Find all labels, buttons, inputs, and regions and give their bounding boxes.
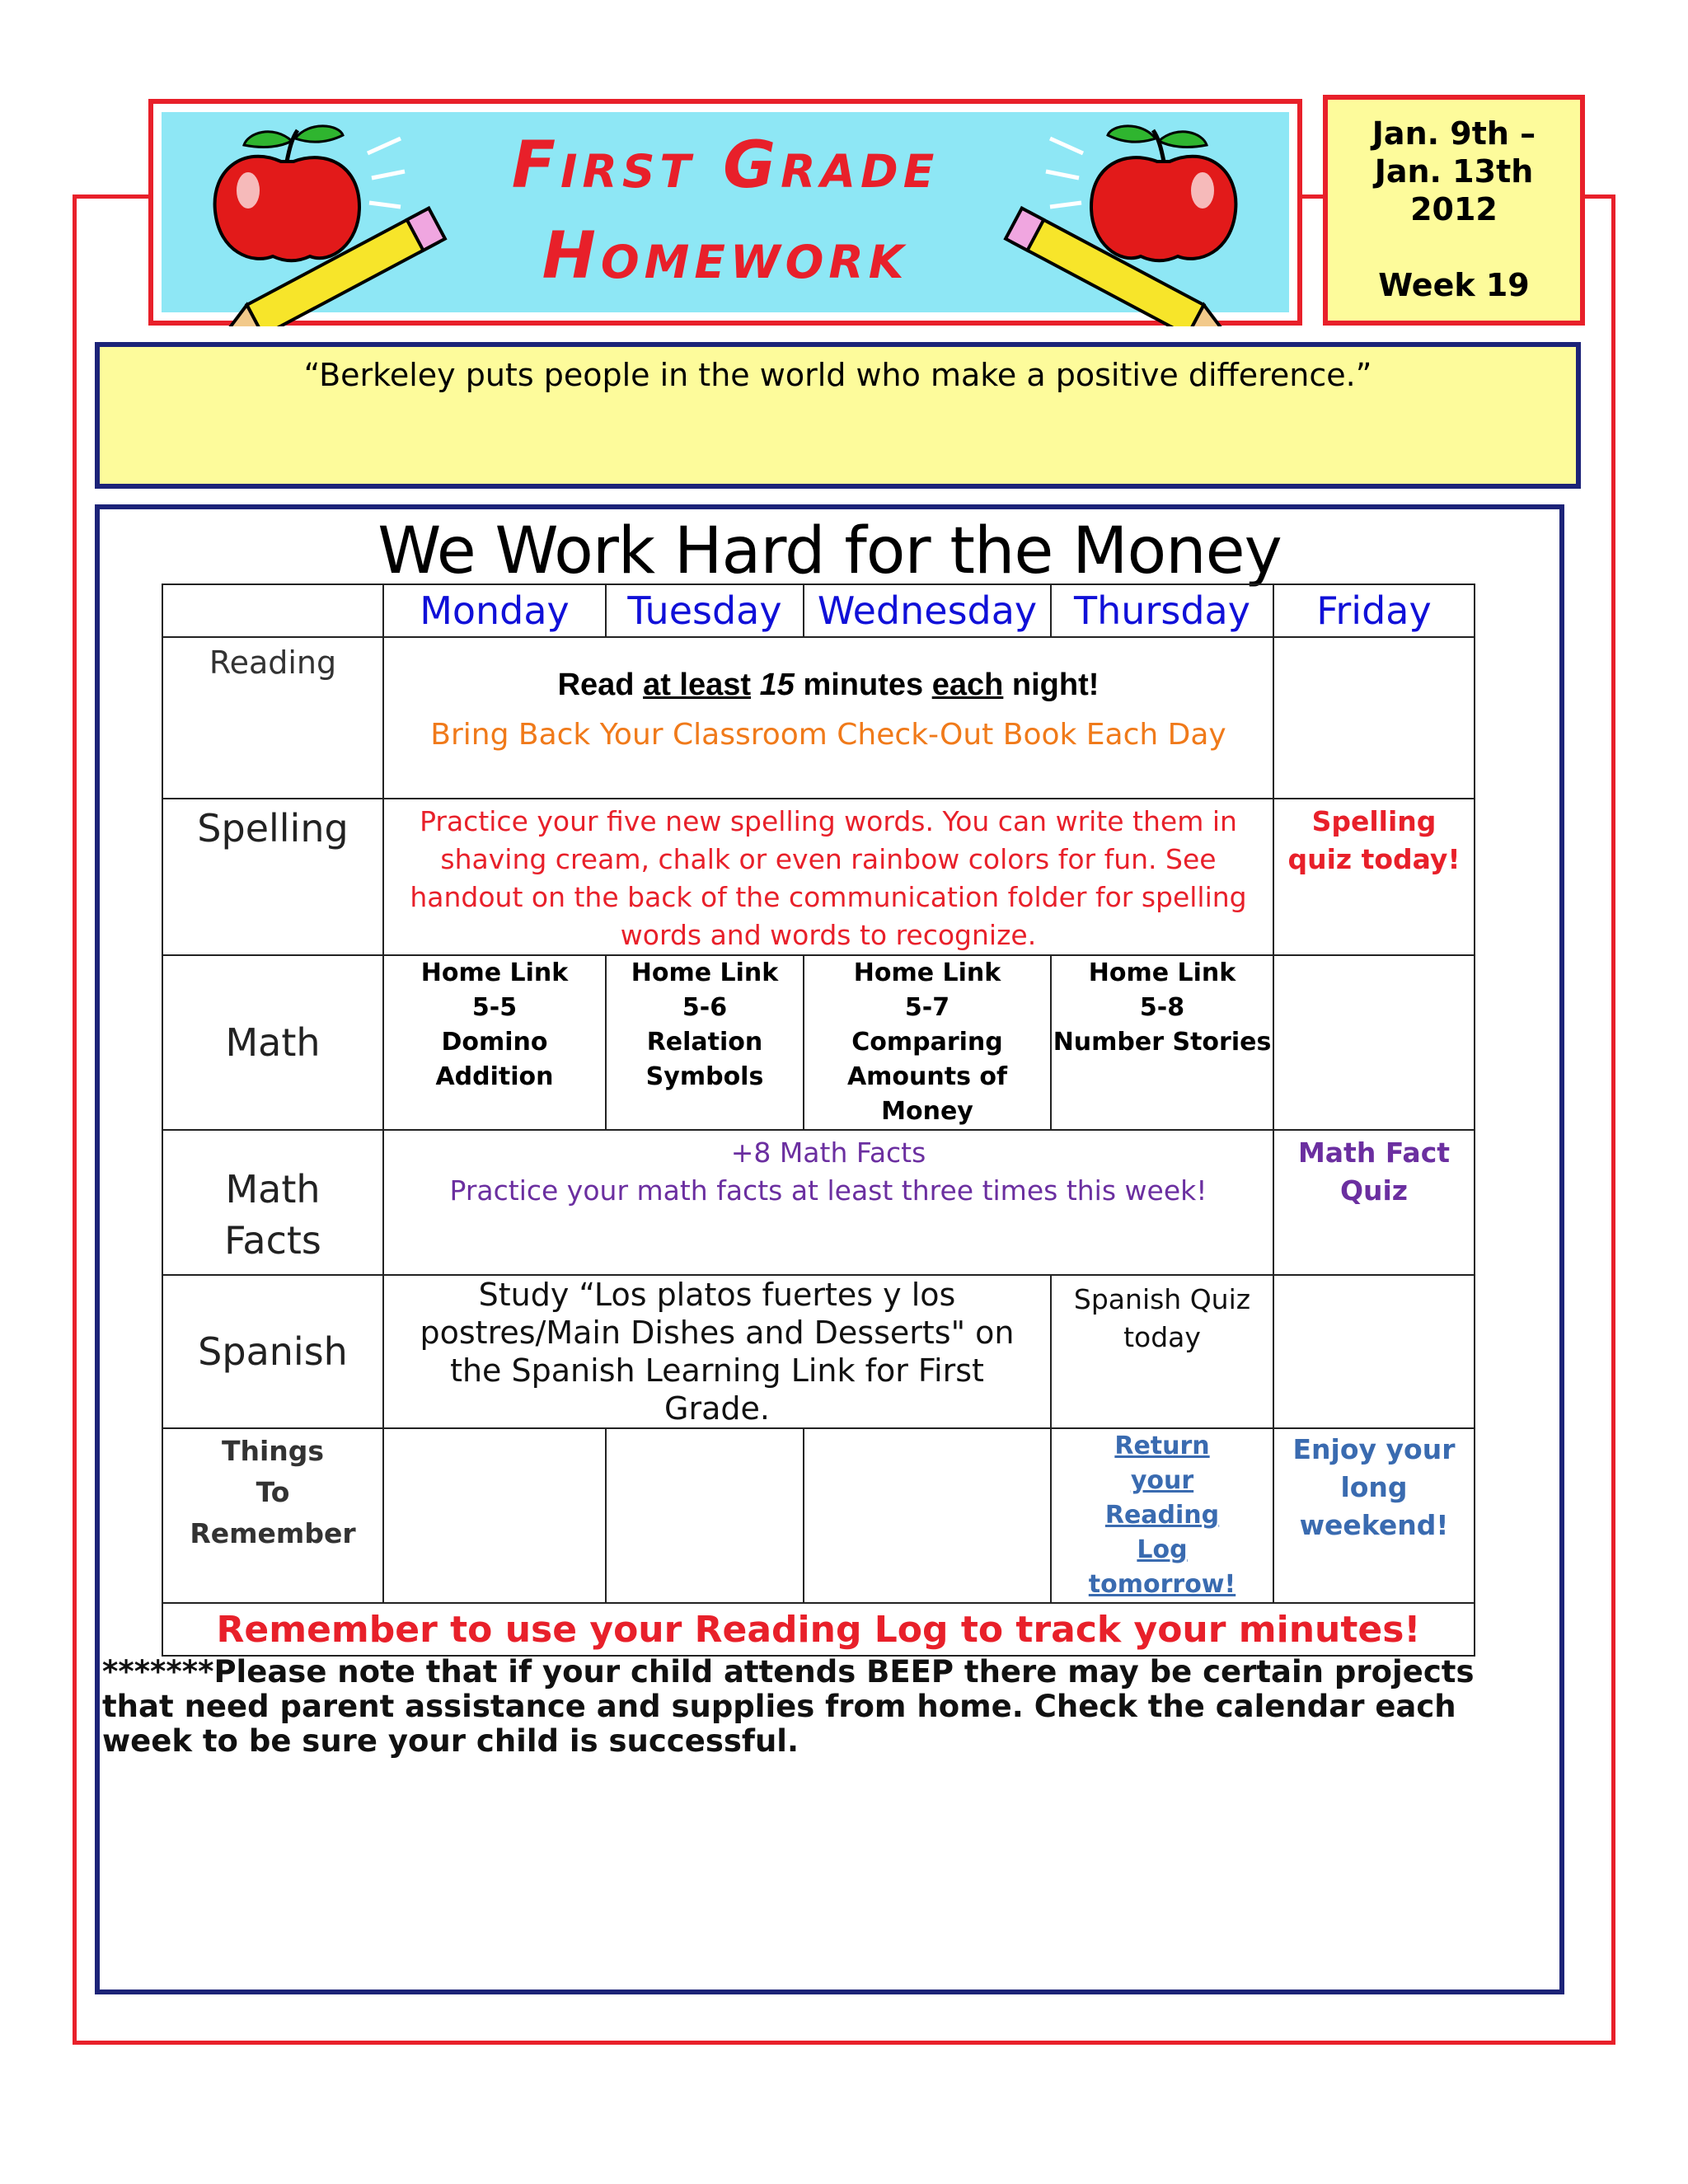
reading-text — [751, 668, 760, 702]
table-row — [162, 1275, 1475, 1428]
math-text: Comparing — [851, 1028, 1003, 1057]
row-label-text: Facts — [224, 1218, 321, 1263]
math-text: Symbols — [645, 1062, 764, 1091]
table-row — [162, 637, 1475, 799]
math-text: Home Link — [853, 958, 1001, 987]
math-text: Home Link — [1088, 958, 1236, 987]
math-text: Home Link — [631, 958, 779, 987]
row-label-things-to-remember — [162, 1428, 383, 1603]
day-header-friday: Friday — [1273, 584, 1475, 637]
table-row — [162, 799, 1475, 955]
reading-instruction — [384, 668, 1273, 703]
row-label-text: Math — [225, 1167, 321, 1212]
reading-text: at least — [643, 668, 752, 702]
day-header-monday: Monday — [383, 584, 606, 637]
math-text: 5-8 — [1139, 993, 1185, 1022]
things-wednesday-cell — [804, 1428, 1051, 1603]
math-text: Home Link — [420, 958, 569, 987]
spanish-quiz-cell — [1051, 1275, 1273, 1428]
math-facts-instruction: Practice your math facts at least three times this week! — [449, 1174, 1207, 1207]
things-monday-cell — [383, 1428, 606, 1603]
spanish-friday-cell — [1273, 1275, 1475, 1428]
quote-box — [95, 342, 1581, 489]
reading-friday-cell — [1273, 637, 1475, 799]
math-thursday-cell — [1051, 955, 1273, 1130]
banner — [148, 99, 1302, 326]
banner-title-line2: Homework — [542, 219, 909, 293]
math-friday-cell — [1273, 955, 1475, 1130]
math-text: 5-6 — [682, 993, 728, 1022]
day-header-wednesday: Wednesday — [804, 584, 1051, 637]
reading-cell — [383, 637, 1273, 799]
math-text: Amounts of — [846, 1062, 1008, 1091]
row-label-math-facts — [162, 1130, 383, 1275]
spelling-cell: Practice your five new spelling words. You can write them in shaving cream, chalk or even rainbow colors for fun. See handout on the back of the communication folder for spelling words and words to recognize. — [383, 799, 1273, 955]
date-line-3: 2012 — [1410, 191, 1498, 227]
banner-inner — [162, 112, 1289, 312]
math-text: 5-7 — [904, 993, 950, 1022]
main-title: We Work Hard for the Money — [377, 514, 1282, 588]
day-header-tuesday: Tuesday — [606, 584, 804, 637]
math-fact-quiz-cell: Math Fact Quiz — [1273, 1130, 1475, 1275]
reading-reminder: Bring Back Your Classroom Check-Out Book Each Day — [430, 718, 1226, 752]
reading-text: 15 — [759, 668, 795, 702]
spanish-quiz-text: Spanish Quiz — [1073, 1283, 1251, 1315]
things-tuesday-cell — [606, 1428, 804, 1603]
row-label-text: To — [256, 1476, 290, 1508]
corner-cell — [162, 584, 383, 637]
math-monday-cell — [383, 955, 606, 1130]
math-facts-title: +8 Math Facts — [730, 1137, 926, 1169]
row-label-spanish: Spanish — [162, 1275, 383, 1428]
things-thursday-cell — [1051, 1428, 1273, 1603]
banner-title-line1: First Grade — [511, 129, 940, 203]
beep-note: *******Please note that if your child attends BEEP there may be certain projects that need parent assistance and supplies from home. Check the calendar each week to be sure your child is successful. — [102, 1654, 1475, 1759]
row-label-reading: Reading — [162, 637, 383, 799]
row-label-spelling: Spelling — [162, 799, 383, 955]
apple-pencil-icon — [976, 120, 1256, 326]
table-row — [162, 584, 1475, 637]
reading-log-link[interactable]: Return your Reading Log tomorrow! — [1088, 1432, 1236, 1599]
day-header-thursday: Thursday — [1051, 584, 1273, 637]
table-row — [162, 1603, 1475, 1656]
date-line-2: Jan. 13th — [1374, 153, 1534, 190]
date-box — [1323, 95, 1585, 326]
reading-text: minutes — [794, 668, 932, 702]
table-row — [162, 955, 1475, 1130]
math-wednesday-cell — [804, 955, 1051, 1130]
week-label: Week 19 — [1378, 267, 1530, 303]
spanish-cell: Study “Los platos fuertes y los postres/Main Dishes and Desserts" on the Spanish Learning Link for First Grade. — [383, 1275, 1051, 1428]
row-label-text: Things — [221, 1435, 325, 1467]
math-tuesday-cell — [606, 955, 804, 1130]
spelling-quiz-cell: Spelling quiz today! — [1273, 799, 1475, 955]
things-friday-cell: Enjoy your long weekend! — [1273, 1428, 1475, 1603]
math-text: Relation — [646, 1028, 763, 1057]
reading-log-reminder: Remember to use your Reading Log to track your minutes! — [162, 1603, 1475, 1656]
reading-text: Read — [557, 668, 644, 702]
math-text: 5-5 — [471, 993, 518, 1022]
math-facts-cell — [383, 1130, 1273, 1275]
table-row — [162, 1428, 1475, 1603]
reading-text: each — [931, 668, 1004, 702]
quote-text: “Berkeley puts people in the world who make a positive difference.” — [303, 357, 1372, 393]
spanish-quiz-text: today — [1123, 1321, 1201, 1353]
homework-schedule-table — [162, 583, 1475, 1657]
math-text: Money — [881, 1097, 973, 1126]
date-line-1: Jan. 9th – — [1372, 115, 1536, 152]
table-row — [162, 1130, 1475, 1275]
row-label-math: Math — [162, 955, 383, 1130]
row-label-text: Remember — [190, 1517, 356, 1549]
reading-text: night! — [1003, 668, 1100, 702]
math-text: Domino Addition — [435, 1028, 554, 1091]
math-text: Number Stories — [1053, 1028, 1272, 1057]
